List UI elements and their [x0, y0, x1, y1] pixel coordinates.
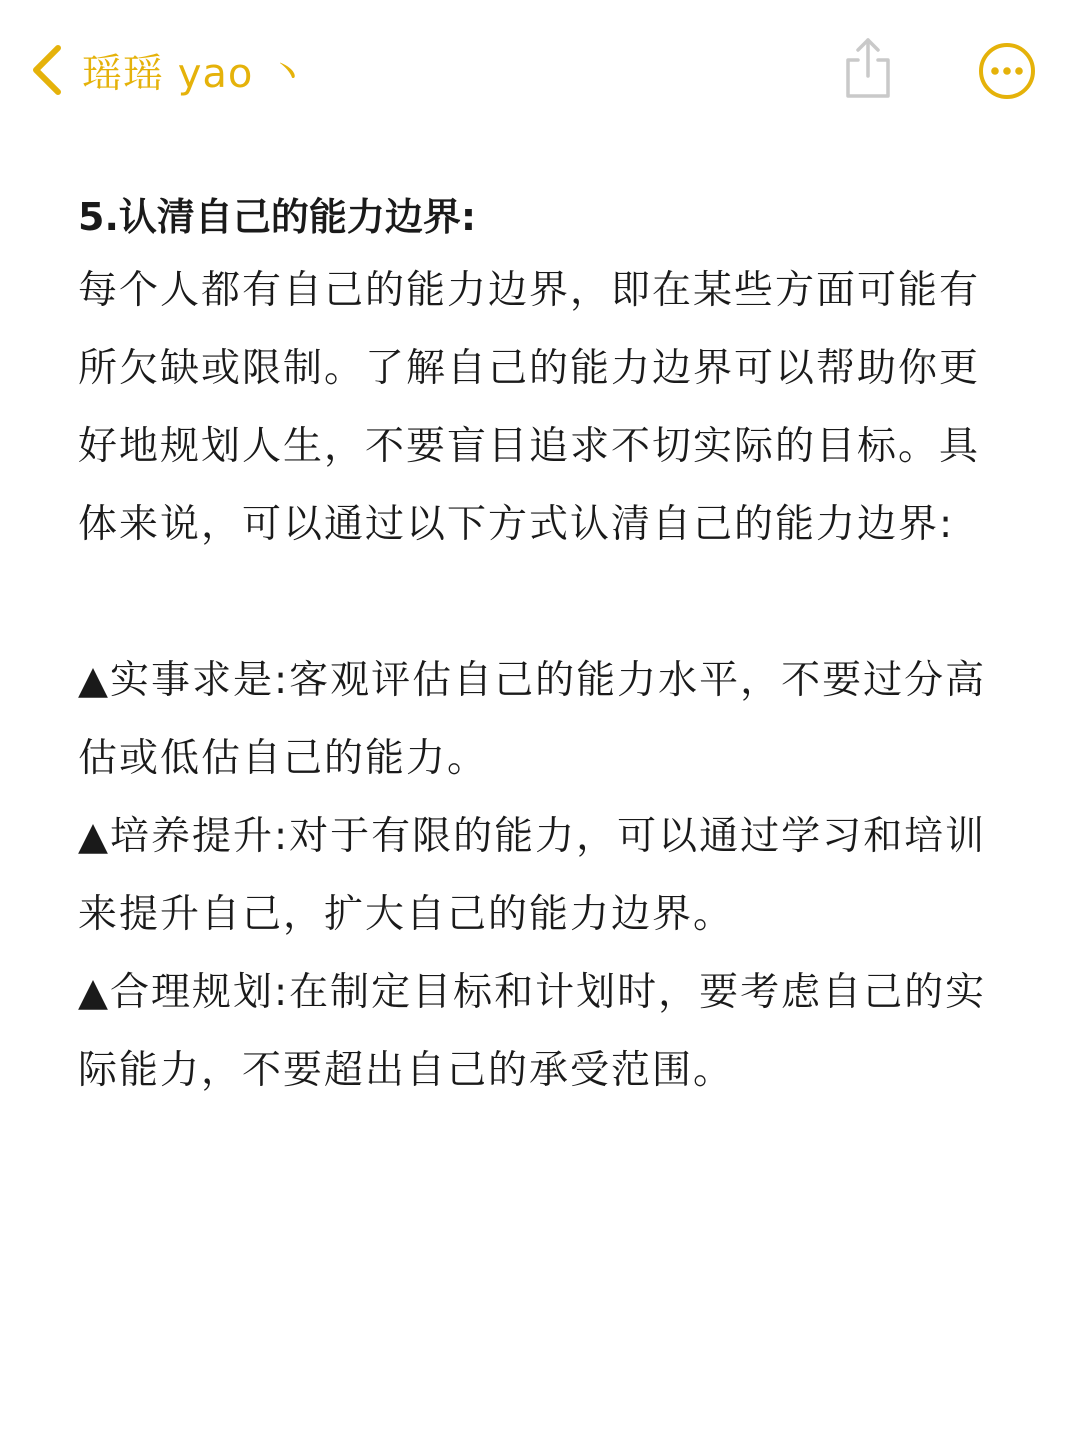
note-body[interactable] [78, 182, 1008, 1110]
intro-paragraph: 每个人都有自己的能力边界，即在某些方面可能有所欠缺或限制。了解自己的能力边界可以帮助你更好地规划人生，不要盲目追求不切实际的目标。具体来说，可以通过以下方式认清自己的能力边界: [78, 268, 981, 547]
share-button[interactable] [840, 34, 896, 102]
top-navigation-bar [0, 0, 1080, 140]
share-icon [840, 34, 896, 102]
blank-line [78, 564, 1008, 642]
chevron-left-icon [28, 42, 64, 98]
more-icon [978, 42, 1036, 100]
back-button[interactable] [28, 40, 308, 100]
more-options-button[interactable] [978, 42, 1036, 100]
bullet-point: ▲实事求是:客观评估自己的能力水平，不要过分高估或低估自己的能力。 [78, 658, 987, 781]
note-heading: 5.认清自己的能力边界: [78, 195, 477, 239]
bullet-point: ▲合理规划:在制定目标和计划时，要考虑自己的实际能力，不要超出自己的承受范围。 [78, 970, 987, 1093]
back-title: 瑶瑶 yao 丶 [82, 50, 309, 97]
bullet-point: ▲培养提升:对于有限的能力，可以通过学习和培训来提升自己，扩大自己的能力边界。 [78, 814, 987, 937]
